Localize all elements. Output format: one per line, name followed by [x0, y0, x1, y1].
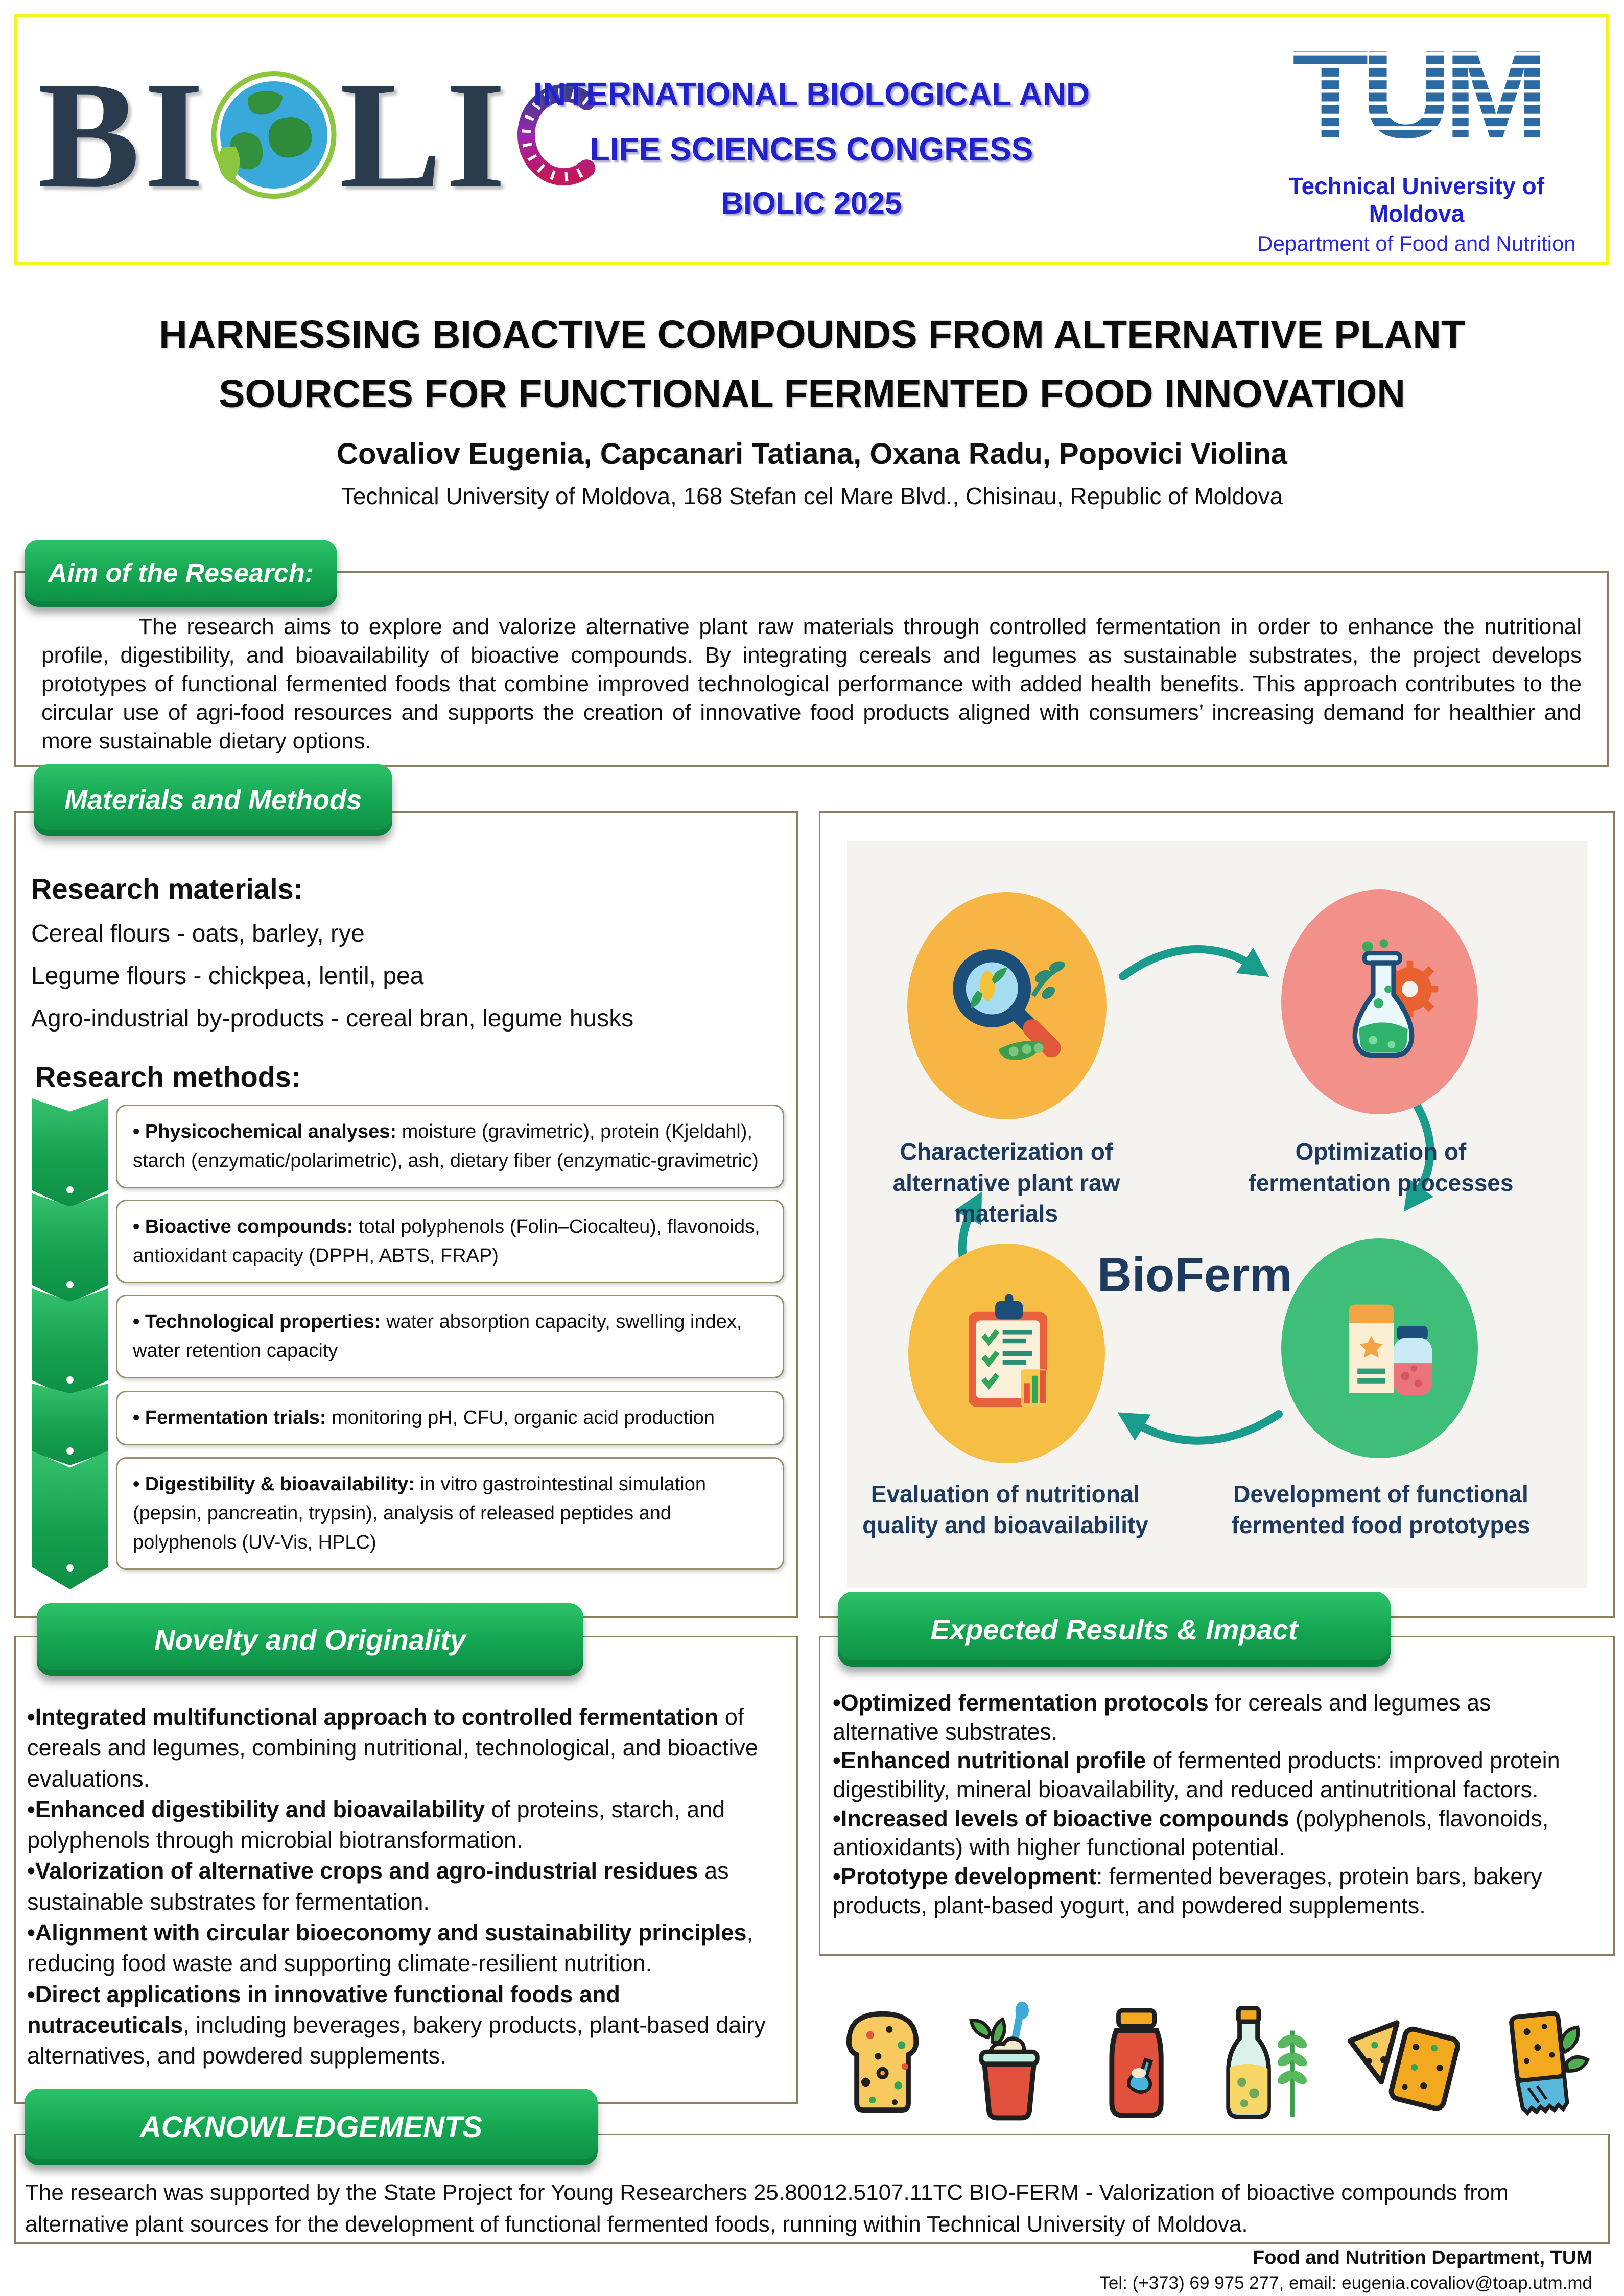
expected-bullet — [833, 1805, 1600, 1862]
bullet-lead: •Alignment with circular bioeconomy and sustainability principles — [27, 1919, 747, 1946]
novelty-bullet — [27, 1702, 784, 1794]
tum-university: Technical University of Moldova — [1288, 173, 1545, 227]
methods-list — [28, 1105, 784, 1570]
novelty-bullet — [27, 1917, 784, 1979]
protein-bar-icon — [1484, 1998, 1595, 2127]
method-item — [116, 1200, 784, 1283]
bullet-lead: •Increased levels of bioactive compounds — [833, 1805, 1289, 1832]
congress-title — [423, 78, 1200, 219]
yogurt-cup-icon — [953, 1998, 1065, 2127]
drink-bottle-wheat-icon — [1207, 1998, 1319, 2127]
novelty-bullet — [27, 1979, 784, 2072]
material-line: Agro-industrial by-products - cereal bran, legume husks — [31, 1005, 634, 1032]
bullet-rest: of proteins, starch, and polyphenols through microbial biotransformation. — [27, 1796, 725, 1854]
biolic-letters-li: LI — [339, 50, 510, 220]
congress-line2: LIFE SCIENCES CONGRESS — [590, 131, 1033, 168]
method-lead: • Digestibility & bioavailability: — [133, 1473, 415, 1495]
expected-bullet — [833, 1689, 1600, 1746]
poster-title-block — [0, 306, 1624, 510]
materials-box — [14, 811, 798, 1618]
congress-line1: INTERNATIONAL BIOLOGICAL AND — [533, 76, 1090, 112]
congress-line3: BIOLIC 2025 — [721, 186, 902, 220]
novelty-bullet — [27, 1794, 784, 1856]
globe-icon — [210, 71, 338, 199]
bullet-rest: of fermented products: improved protein digestibility, mineral bioavailability, and reduced antinutritional factors. — [833, 1747, 1560, 1803]
affiliation: Technical University of Moldova, 168 Stefan cel Mare Blvd., Chisinau, Republic of Moldova — [341, 483, 1283, 509]
chevron-down-icon — [32, 1384, 108, 1465]
footer-department: Food and Nutrition Department, TUM — [1253, 2247, 1592, 2268]
expected-results-box — [819, 1636, 1615, 1956]
node-characterization — [907, 892, 1107, 1119]
tum-department: Department of Food and Nutrition — [1257, 231, 1576, 255]
bullet-lead: •Optimized fermentation protocols — [833, 1690, 1209, 1716]
method-rest: monitoring pH, CFU, organic acid production — [326, 1407, 715, 1428]
novelty-text — [27, 1702, 784, 2072]
crackers-icon — [1334, 1998, 1469, 2127]
expected-bullet — [833, 1862, 1600, 1920]
chevron-down-icon — [32, 1288, 108, 1398]
method-row — [28, 1295, 784, 1378]
novelty-badge — [37, 1603, 583, 1676]
expected-bullet — [833, 1746, 1600, 1804]
bioferm-diagram-box — [819, 811, 1615, 1618]
method-item — [116, 1391, 784, 1445]
footer-contact-line: Tel: (+373) 69 975 277, email: eugenia.covaliov@toap.utm.md — [1099, 2273, 1592, 2293]
method-row — [28, 1457, 784, 1570]
leaf-icon — [219, 147, 240, 184]
bullet-lead: •Direct applications in innovative functional foods and nutraceuticals — [27, 1981, 620, 2038]
method-item — [116, 1295, 784, 1378]
congress-header — [14, 14, 1609, 265]
bullet-rest: : fermented beverages, protein bars, bakery products, plant-based yogurt, and powdered supplements. — [833, 1863, 1542, 1918]
tum-block — [1248, 24, 1585, 256]
caption-evaluation: Evaluation of nutritional quality and bioavailability — [862, 1481, 1148, 1538]
bullet-rest: of cereals and legumes, combining nutritional, technological, and bioactive evaluations. — [27, 1704, 758, 1792]
aim-text: The research aims to explore and valorize alternative plant raw materials through controlled fermentation in order to enhance the nutritional profile, digestibility, and bioavailability of bioactive compounds. By integrating cereals and legumes as sustainable substrates, the project develops prototypes of functional fermented foods that combine improved technological performance with added health benefits. This approach contributes to the circular use of agri-food resources and supports the creation of innovative food products aligned with consumers’ increasing demand for healthier and more sustainable dietary options. — [41, 614, 1582, 754]
caption-development: Development of functional fermented food prototypes — [1231, 1481, 1531, 1538]
poster-title-line1: HARNESSING BIOACTIVE COMPOUNDS FROM ALTERNATIVE PLANT — [159, 313, 1465, 357]
method-rest: total polyphenols (Folin–Ciocalteu), flavonoids, antioxidant capacity (DPPH, ABTS, FRAP) — [133, 1216, 760, 1267]
bioferm-label: BioFerm — [1097, 1248, 1292, 1301]
footer-contact — [1099, 2247, 1592, 2293]
material-line: Cereal flours - oats, barley, rye — [31, 920, 365, 947]
bread-icon — [827, 1998, 938, 2127]
materials-methods-badge — [34, 764, 392, 836]
expected-results-text — [833, 1689, 1600, 1920]
magnifier-plants-icon — [942, 941, 1072, 1071]
acknowledgements-badge — [25, 2089, 598, 2165]
bullet-lead: •Enhanced nutritional profile — [833, 1747, 1146, 1774]
caption-characterization: Characterization of alternative plant raw materials — [892, 1138, 1120, 1227]
method-item — [116, 1105, 784, 1188]
aim-heading-badge — [25, 540, 337, 607]
acknowledgements-label: ACKNOWLEDGEMENTS — [139, 2110, 483, 2144]
materials-content — [16, 813, 796, 1575]
svg-text:TUM: TUM — [1292, 24, 1541, 164]
bullet-lead: •Enhanced digestibility and bioavailability — [27, 1796, 485, 1822]
method-lead: • Bioactive compounds: — [133, 1216, 354, 1237]
method-item — [116, 1457, 784, 1570]
biolic-letters-bi: BI — [38, 50, 208, 220]
method-lead: • Technological properties: — [133, 1311, 381, 1332]
bullet-lead: •Prototype development — [833, 1863, 1096, 1890]
flask-gear-icon — [1314, 937, 1445, 1067]
bullet-lead: •Integrated multifunctional approach to controlled fermentation — [27, 1704, 719, 1730]
method-lead: • Physicochemical analyses: — [133, 1121, 397, 1142]
authors: Covaliov Eugenia, Capcanari Tatiana, Oxana Radu, Popovici Violina — [337, 437, 1287, 471]
caption-optimization: Optimization of fermentation processes — [1248, 1138, 1514, 1196]
material-line: Legume flours - chickpea, lentil, pea — [31, 963, 424, 990]
bioferm-diagram-panel — [847, 841, 1587, 1588]
novelty-box — [14, 1636, 798, 2104]
clipboard-checklist-icon — [943, 1290, 1071, 1417]
poster-title-line2: SOURCES FOR FUNCTIONAL FERMENTED FOOD INNOVATION — [219, 371, 1405, 416]
research-materials-title: Research materials: — [31, 873, 303, 905]
jam-jar-icon — [1080, 1998, 1192, 2127]
bullet-rest: , including beverages, bakery products, plant-based dairy alternatives, and powdered supplements. — [27, 2011, 766, 2069]
bullet-rest: , reducing food waste and supporting climate-resilient nutrition. — [27, 1919, 754, 1977]
bullet-rest: for cereals and legumes as alternative substrates. — [833, 1690, 1491, 1745]
method-row — [28, 1390, 784, 1446]
method-row — [28, 1200, 784, 1283]
bullet-rest: as sustainable substrates for fermentation. — [27, 1858, 729, 1915]
bullet-lead: •Valorization of alternative crops and agro-industrial residues — [27, 1858, 698, 1884]
chevron-down-icon — [32, 1451, 108, 1589]
bullet-rest: (polyphenols, flavonoids, antioxidants) with higher functional potential. — [833, 1805, 1549, 1861]
method-rest: moisture (gravimetric), protein (Kjeldahl), starch (enzymatic/polarimetric), ash, dietary fiber (enzymatic-gravimetric) — [133, 1121, 759, 1172]
method-lead: • Fermentation trials: — [133, 1407, 326, 1428]
tum-logo-icon — [1292, 24, 1541, 169]
expected-results-badge — [838, 1592, 1391, 1667]
node-development — [1281, 1238, 1478, 1458]
acknowledgements-text: The research was supported by the State Project for Young Researchers 25.80012.5107.11TC BIO-FERM - Valorization of bioactive compounds from alternative plant sources for the development of functional fermented foods, running within Technical University of Moldova. — [25, 2180, 1509, 2237]
method-rest: water absorption capacity, swelling index, water retention capacity — [133, 1311, 742, 1362]
method-rest: in vitro gastrointestinal simulation (pepsin, pancreatin, trypsin), analysis of released peptides and polyphenols (UV-Vis, HPLC) — [133, 1473, 707, 1553]
food-icons-row — [827, 1992, 1595, 2127]
node-optimization — [1281, 889, 1478, 1114]
method-row — [28, 1105, 784, 1188]
chevron-down-icon — [32, 1193, 108, 1303]
novelty-bullet — [27, 1856, 784, 1917]
research-methods-title: Research methods: — [35, 1061, 301, 1093]
expected-results-label: Expected Results & Impact — [930, 1613, 1298, 1646]
materials-methods-label: Materials and Methods — [64, 785, 362, 815]
node-evaluation — [908, 1244, 1105, 1463]
fermented-products-icon — [1316, 1284, 1444, 1412]
novelty-label: Novelty and Originality — [154, 1623, 466, 1656]
chevron-down-icon — [32, 1098, 108, 1208]
aim-heading-label: Aim of the Research: — [48, 558, 314, 588]
